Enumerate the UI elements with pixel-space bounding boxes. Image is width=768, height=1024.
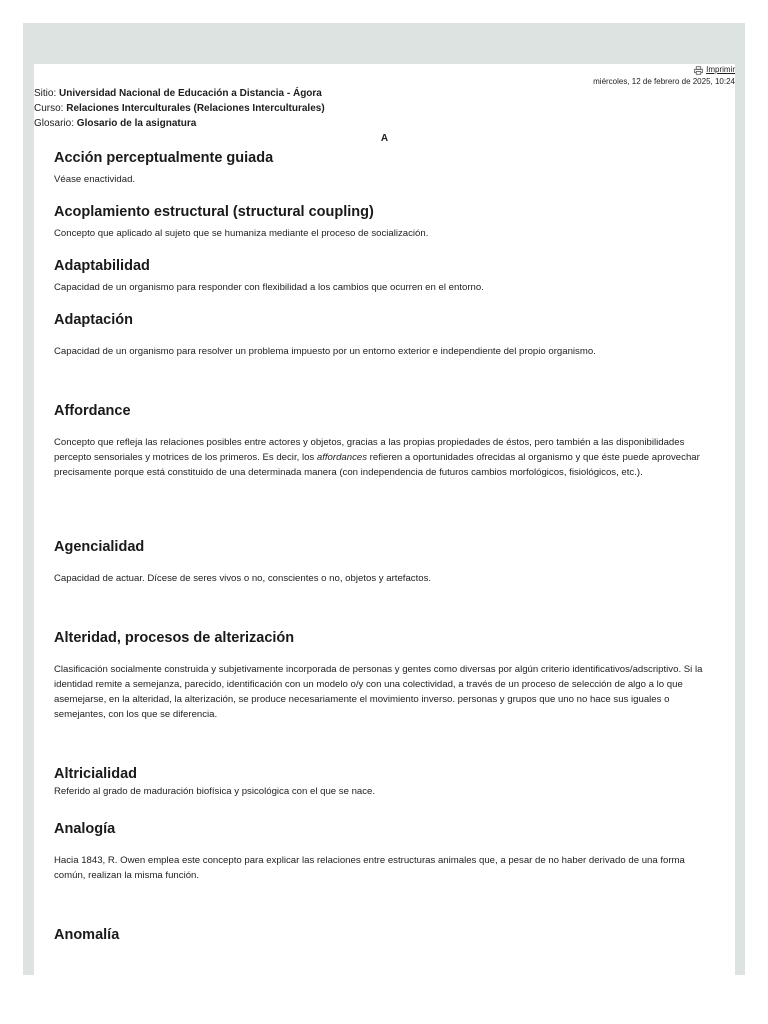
- entry-definition: Hacia 1843, R. Owen emplea este concepto para explicar las relaciones entre estructuras animales que, a pesar de no haber derivado de una forma común, realizan la misma función.: [54, 855, 685, 881]
- entry-term: Acoplamiento estructural (structural coupling): [54, 204, 374, 220]
- entry-definition: Véase enactividad.: [54, 174, 136, 185]
- glossary-entry: [54, 257, 714, 295]
- site-info: [34, 88, 322, 100]
- entry-definition: Capacidad de actuar. Dícese de seres vivos o no, conscientes o no, objetos y artefactos.: [54, 573, 432, 584]
- glossary-entry: [54, 538, 714, 586]
- entry-definition: Referido al grado de maduración biofísica y psicológica con el que se nace.: [54, 786, 376, 797]
- glossary-entry: [54, 311, 714, 359]
- glossary-info: [34, 118, 196, 130]
- course-label: Curso:: [34, 103, 64, 114]
- printer-icon: [694, 66, 703, 75]
- print-link[interactable]: Imprimir: [706, 65, 735, 74]
- glossary-print-page: [34, 64, 735, 975]
- entry-term: Adaptabilidad: [54, 258, 150, 274]
- entry-term: Anomalía: [54, 927, 120, 943]
- entry-term: Analogía: [54, 821, 116, 837]
- entry-term: Affordance: [54, 403, 131, 419]
- entry-definition: Clasificación socialmente construida y subjetivamente incorporada de personas y gentes como diversas por algún criterio identificativos/adscriptivo. Si la identidad remite a semejanza, parecido, identificación con un modelo o/y con una colectividad, a través de un proceso de selección de algo a lo que asemejarse, en la alteridad, la alterización, se produce necesariamente el movimiento inverso. personas y grupos que uno no hace sus iguales o semejantes, con los que se diferencia.: [54, 664, 703, 720]
- entry-definition: Concepto que refleja las relaciones posibles entre actores y objetos, gracias a las propias propiedades de éstos, pero también a las disponibilidades percepto sensoriales y motrices de los primeros. Es decir, los affordances refieren a oportunidades ofrecidas al organismo y que éste puede aprovechar precisamente porque está constituido de una determinada manera (con independencia de futuros cambios morfológicos, fisiológicos, etc.).: [54, 437, 700, 478]
- affordances-italic: affordances: [316, 452, 368, 463]
- entry-term: Adaptación: [54, 312, 133, 328]
- glossary-entry: [54, 820, 714, 883]
- entry-definition: Capacidad de un organismo para resolver un problema impuesto por un entorno exterior e independiente del propio organismo.: [54, 346, 596, 357]
- letter-heading: A: [380, 133, 389, 144]
- glossary-value: Glosario de la asignatura: [76, 118, 197, 129]
- glossary-entry: [54, 149, 714, 187]
- entry-term: Altricialidad: [54, 766, 137, 782]
- glossary-entry: [54, 629, 714, 722]
- print-control[interactable]: [694, 65, 735, 75]
- glossary-entry: [54, 765, 714, 799]
- entry-definition: Concepto que aplicado al sujeto que se humaniza mediante el proceso de socialización.: [54, 228, 429, 239]
- course-value: Relaciones Interculturales (Relaciones Interculturales): [66, 103, 325, 114]
- print-date: miércoles, 12 de febrero de 2025, 10:24: [593, 77, 735, 86]
- entry-definition: Capacidad de un organismo para responder con flexibilidad a los cambios que ocurren en el entorno.: [54, 282, 484, 293]
- entry-term: Acción perceptualmente guiada: [54, 150, 274, 166]
- glossary-entry: [54, 926, 714, 944]
- glossary-label: Glosario:: [34, 118, 75, 129]
- site-label: Sitio:: [34, 88, 57, 99]
- course-info: [34, 103, 325, 115]
- entry-term: Agencialidad: [54, 539, 145, 555]
- site-value: Universidad Nacional de Educación a Distancia - Ágora: [59, 88, 322, 99]
- entry-term: Alteridad, procesos de alterización: [54, 630, 295, 646]
- glossary-entry: [54, 402, 714, 480]
- glossary-entry: [54, 203, 714, 241]
